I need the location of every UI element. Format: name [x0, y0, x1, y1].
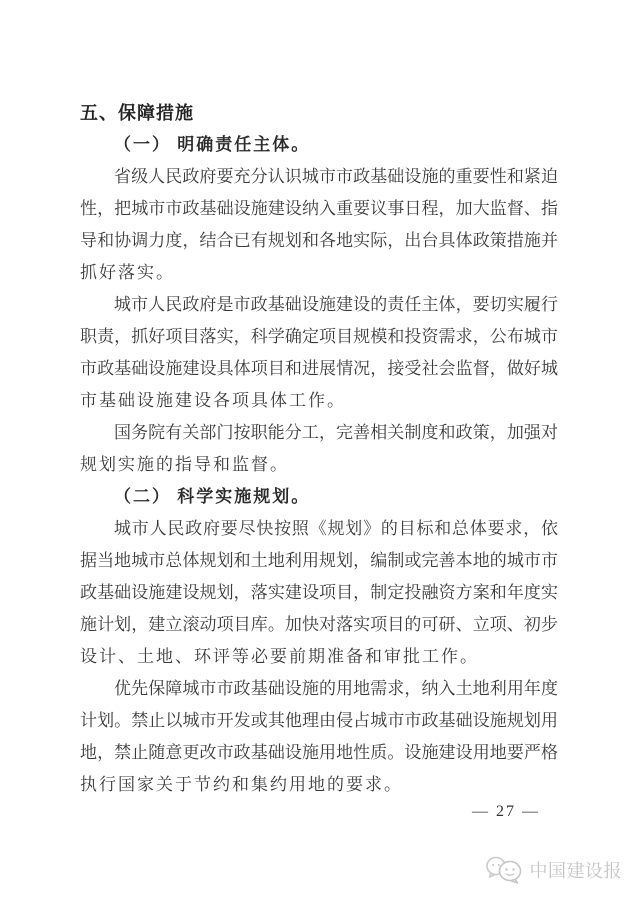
- paragraph-2-line-2: 职责，抓好项目落实，科学确定项目规模和投资需求，公布城市: [80, 327, 558, 346]
- chat-bubbles-logo-icon: [486, 856, 522, 884]
- document-body: [80, 97, 558, 801]
- paragraph-5-line-2: 计划。禁止以城市开发或其他理由侵占城市市政基础设施规划用: [80, 711, 558, 730]
- subsection-heading-2: （二） 科学实施规划。: [114, 487, 311, 506]
- page-number: — 27 —: [472, 803, 540, 820]
- paragraph-4-line-4: 施计划，建立滚动项目库。加快对落实项目的可研、立项、初步: [80, 615, 558, 634]
- paragraph-4-line-1: 城市人民政府要尽快按照《规划》的目标和总体要求，依: [114, 519, 558, 538]
- paragraph-1-line-1: 省级人民政府要充分认识城市市政基础设施的重要性和紧迫: [114, 167, 558, 186]
- paragraph-1-line-4: 抓好落实。: [80, 263, 175, 282]
- paragraph-2-line-3: 市政基础设施建设具体项目和进展情况，接受社会监督，做好城: [80, 359, 558, 378]
- paragraph-4-line-2: 据当地城市总体规划和土地利用规划，编制或完善本地的城市市: [80, 551, 558, 570]
- paragraph-5-line-3: 地，禁止随意更改市政基础设施用地性质。设施建设用地要严格: [80, 743, 558, 762]
- subsection-heading-1: （一） 明确责任主体。: [114, 135, 311, 154]
- paragraph-5-line-1: 优先保障城市市政基础设施的用地需求，纳入土地利用年度: [114, 679, 558, 698]
- paragraph-4-line-5: 设计、土地、环评等必要前期准备和审批工作。: [80, 647, 479, 666]
- paragraph-4-line-3: 政基础设施建设规划，落实建设项目，制定投融资方案和年度实: [80, 583, 558, 602]
- paragraph-2-line-1: 城市人民政府是市政基础设施建设的责任主体，要切实履行: [114, 295, 558, 314]
- paragraph-3-line-1: 国务院有关部门按职能分工，完善相关制度和政策，加强对: [114, 423, 558, 442]
- publisher-watermark: [486, 856, 623, 884]
- section-heading: 五、保障措施: [80, 103, 194, 123]
- paragraph-3-line-2: 规划实施的指导和监督。: [80, 455, 289, 474]
- paragraph-1-line-3: 导和协调力度，结合已有规划和各地实际，出台具体政策措施并: [80, 231, 558, 250]
- paragraph-1-line-2: 性，把城市市政基础设施建设纳入重要议事日程，加大监督、指: [80, 199, 558, 218]
- paragraph-2-line-4: 市基础设施建设各项具体工作。: [80, 391, 346, 410]
- paragraph-5-line-4: 执行国家关于节约和集约用地的要求。: [80, 775, 403, 794]
- publisher-name: 中国建设报: [529, 861, 622, 881]
